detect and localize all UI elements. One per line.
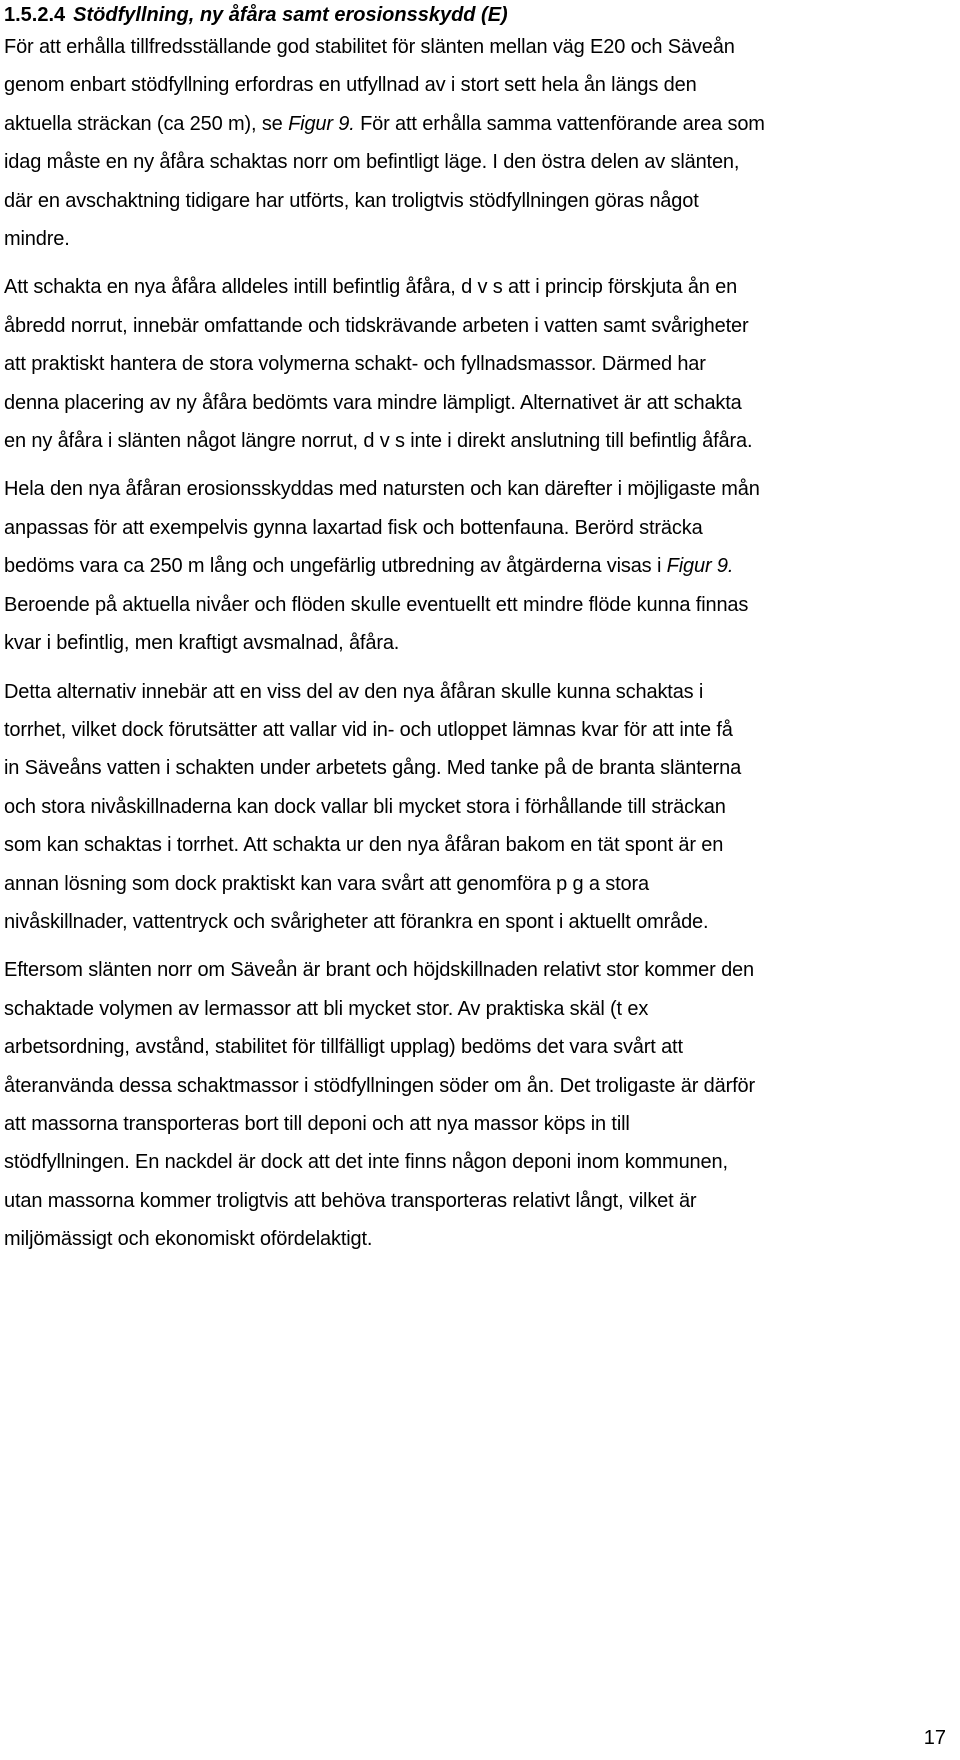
text-line bbox=[4, 1067, 954, 1105]
text-line bbox=[4, 268, 954, 306]
text-line bbox=[4, 903, 954, 941]
text-segment: Hela den nya åfåran erosionsskyddas med natursten och kan därefter i möjligaste mån bbox=[4, 478, 760, 501]
text-segment: Beroende på aktuella nivåer och flöden skulle eventuellt ett mindre flöde kunna finnas bbox=[4, 593, 749, 616]
paragraph bbox=[4, 673, 954, 942]
text-line bbox=[4, 307, 954, 345]
text-line bbox=[4, 182, 954, 220]
section-title: Stödfyllning, ny åfåra samt erosionsskydd (E) bbox=[73, 4, 508, 26]
section-heading bbox=[4, 0, 954, 28]
text-segment: arbetsordning, avstånd, stabilitet för tillfälligt upplag) bedöms det vara svårt att bbox=[4, 1036, 683, 1059]
paragraph bbox=[4, 28, 954, 258]
document-page bbox=[4, 0, 954, 1259]
paragraph bbox=[4, 470, 954, 662]
text-segment: annan lösning som dock praktiskt kan vara svårt att genomföra p g a stora bbox=[4, 872, 649, 895]
text-segment: kvar i befintlig, men kraftigt avsmalnad, åfåra. bbox=[4, 632, 400, 655]
text-segment: aktuella sträckan (ca 250 m), se bbox=[4, 112, 289, 135]
figure-reference: Figur 9. bbox=[288, 112, 355, 135]
text-segment: bedöms vara ca 250 m lång och ungefärlig utbredning av åtgärderna visas i bbox=[4, 555, 667, 578]
text-line bbox=[4, 220, 954, 258]
text-segment: återanvända dessa schaktmassor i stödfyllningen söder om ån. Det troligaste är därför bbox=[4, 1074, 755, 1097]
text-line bbox=[4, 509, 954, 547]
text-line bbox=[4, 143, 954, 181]
text-line bbox=[4, 28, 954, 66]
text-line bbox=[4, 384, 954, 422]
text-segment: en ny åfåra i slänten något längre norrut, d v s inte i direkt anslutning till befintlig åfåra. bbox=[4, 430, 753, 453]
text-line bbox=[4, 105, 954, 143]
paragraph-gap bbox=[4, 941, 954, 951]
section-number: 1.5.2.4 bbox=[4, 4, 66, 26]
text-segment: anpassas för att exempelvis gynna laxartad fisk och bottenfauna. Berörd sträcka bbox=[4, 516, 703, 539]
body-text bbox=[4, 28, 954, 1259]
text-segment: Eftersom slänten norr om Säveån är brant och höjdskillnaden relativt stor kommer den bbox=[4, 959, 754, 982]
text-line bbox=[4, 586, 954, 624]
text-segment: nivåskillnader, vattentryck och svårigheter att förankra en spont i aktuellt område. bbox=[4, 910, 709, 933]
text-line bbox=[4, 345, 954, 383]
paragraph-gap bbox=[4, 663, 954, 673]
text-segment: att massorna transporteras bort till deponi och att nya massor köps in till bbox=[4, 1112, 630, 1135]
paragraph bbox=[4, 951, 954, 1258]
paragraph-gap bbox=[4, 258, 954, 268]
paragraph bbox=[4, 268, 954, 460]
text-line bbox=[4, 711, 954, 749]
text-line bbox=[4, 1182, 954, 1220]
text-line bbox=[4, 66, 954, 104]
text-line bbox=[4, 951, 954, 989]
text-segment: där en avschaktning tidigare har utförts, kan troligtvis stödfyllningen göras något bbox=[4, 189, 699, 212]
text-segment: som kan schaktas i torrhet. Att schakta ur den nya åfåran bakom en tät spont är en bbox=[4, 834, 724, 857]
text-segment: Att schakta en nya åfåra alldeles intill befintlig åfåra, d v s att i princip förskjuta ån en bbox=[4, 276, 738, 299]
text-segment: stödfyllningen. En nackdel är dock att det inte finns någon deponi inom kommunen, bbox=[4, 1151, 728, 1174]
text-segment: genom enbart stödfyllning erfordras en utfyllnad av i stort sett hela ån längs den bbox=[4, 74, 697, 97]
text-line bbox=[4, 1028, 954, 1066]
text-segment: miljömässigt och ekonomiskt ofördelaktigt. bbox=[4, 1228, 373, 1251]
text-segment: in Säveåns vatten i schakten under arbetets gång. Med tanke på de branta slänterna bbox=[4, 757, 742, 780]
text-line bbox=[4, 990, 954, 1028]
text-line bbox=[4, 1105, 954, 1143]
text-line bbox=[4, 470, 954, 508]
text-line bbox=[4, 624, 954, 662]
text-segment: Detta alternativ innebär att en viss del av den nya åfåran skulle kunna schaktas i bbox=[4, 680, 704, 703]
text-line bbox=[4, 1143, 954, 1181]
text-segment: idag måste en ny åfåra schaktas norr om befintligt läge. I den östra delen av slänten, bbox=[4, 151, 740, 174]
text-segment: schaktade volymen av lermassor att bli mycket stor. Av praktiska skäl (t ex bbox=[4, 997, 649, 1020]
text-segment: att praktiskt hantera de stora volymerna schakt- och fyllnadsmassor. Därmed har bbox=[4, 353, 706, 376]
paragraph-gap bbox=[4, 460, 954, 470]
figure-reference: Figur 9. bbox=[666, 555, 734, 578]
text-line bbox=[4, 826, 954, 864]
page-number: 17 bbox=[923, 1727, 946, 1749]
text-line bbox=[4, 422, 954, 460]
text-line bbox=[4, 865, 954, 903]
text-segment: utan massorna kommer troligtvis att behöva transporteras relativt långt, vilket är bbox=[4, 1189, 697, 1212]
text-line bbox=[4, 1220, 954, 1258]
text-segment: torrhet, vilket dock förutsätter att vallar vid in- och utloppet lämnas kvar för att inte få bbox=[4, 718, 733, 741]
text-segment: åbredd norrut, innebär omfattande och tidskrävande arbeten i vatten samt svårigheter bbox=[4, 314, 749, 337]
text-segment: mindre. bbox=[4, 228, 70, 251]
text-segment: För att erhålla tillfredsställande god stabilitet för slänten mellan väg E20 och Säveån bbox=[4, 36, 735, 58]
text-segment: denna placering av ny åfåra bedömts vara mindre lämpligt. Alternativet är att schakta bbox=[4, 391, 742, 414]
text-segment: För att erhålla samma vattenförande area som bbox=[354, 112, 765, 135]
text-line bbox=[4, 547, 954, 585]
text-line bbox=[4, 749, 954, 787]
text-segment: och stora nivåskillnaderna kan dock vallar bli mycket stora i förhållande till sträckan bbox=[4, 795, 726, 818]
text-line bbox=[4, 788, 954, 826]
text-line bbox=[4, 673, 954, 711]
